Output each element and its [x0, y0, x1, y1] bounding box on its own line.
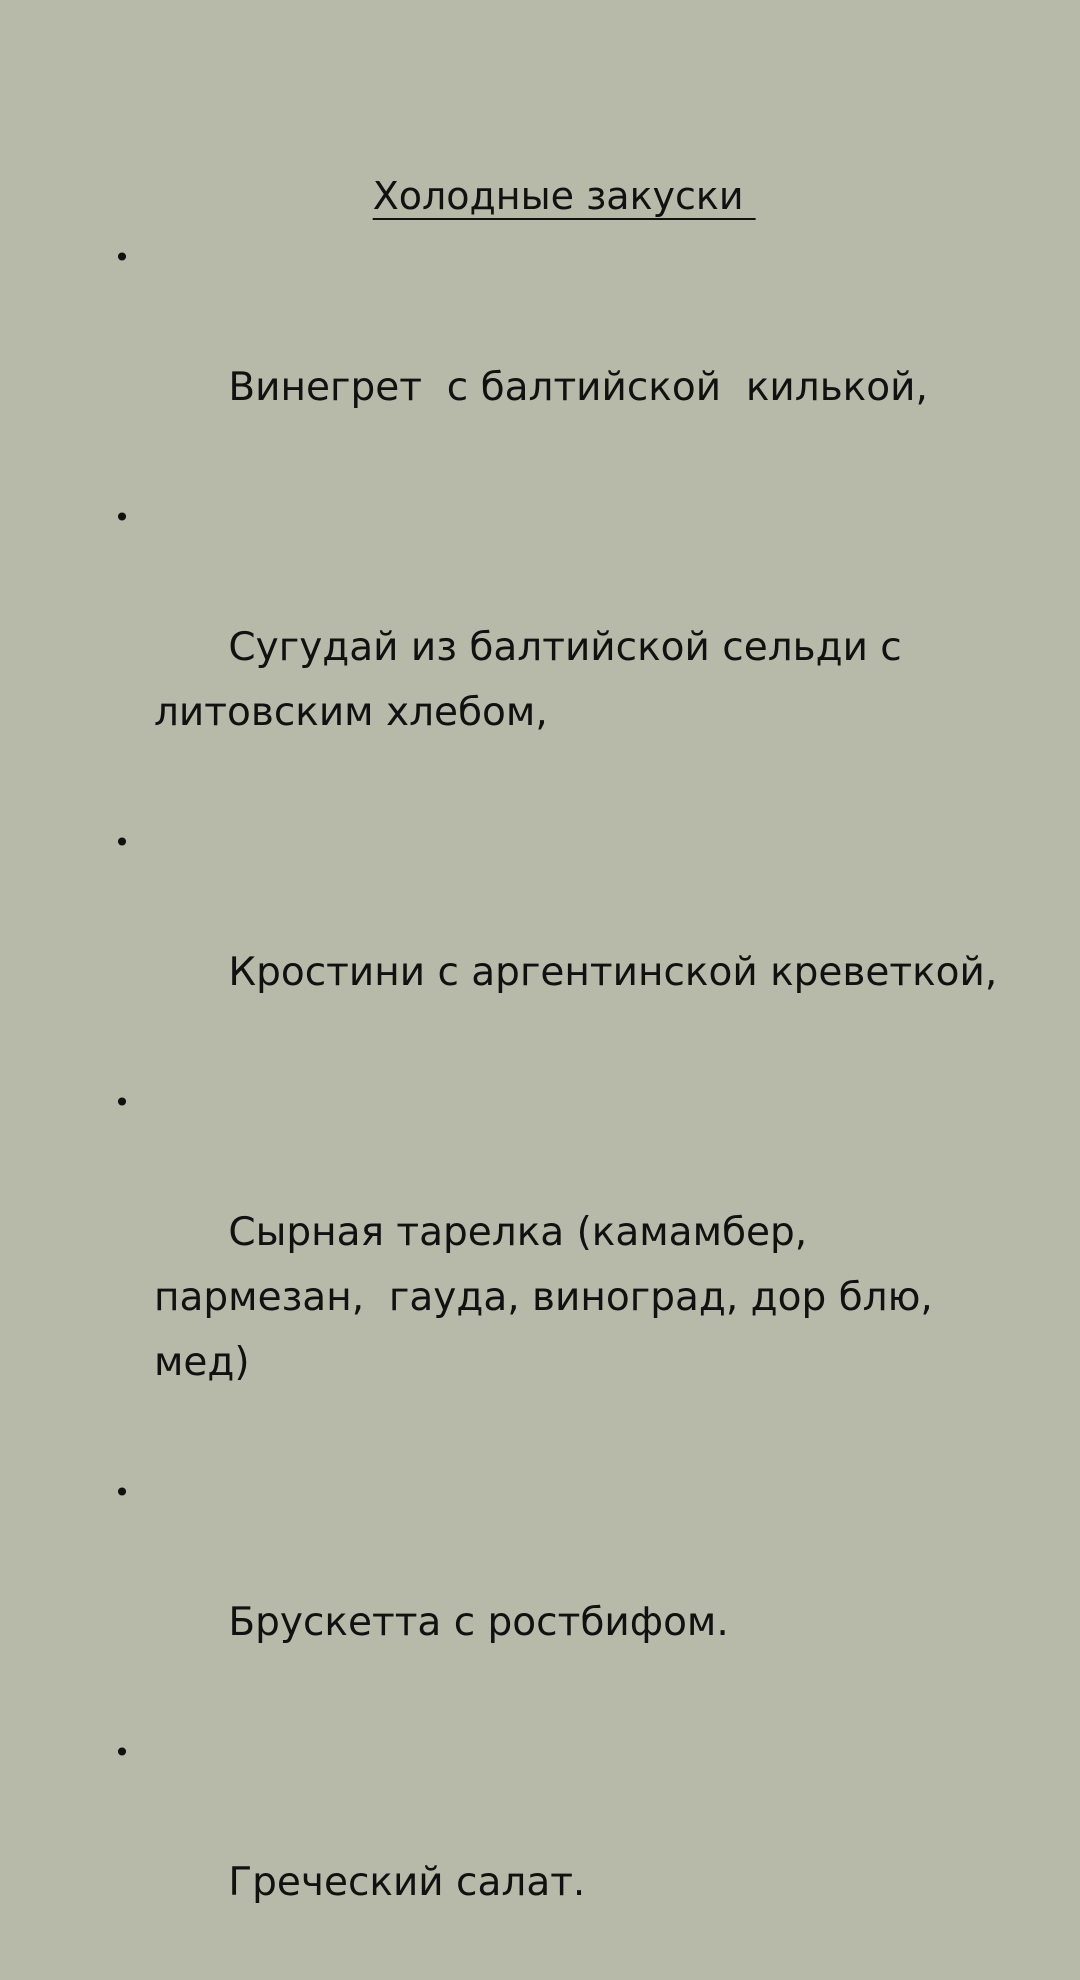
list-item-text: Винегрет с балтийской килькой, — [228, 365, 928, 410]
list-item-text: Греческий салат. — [228, 1860, 586, 1905]
list-item — [110, 1460, 1010, 1720]
menu-list — [110, 225, 1010, 1980]
bullet-dot-icon: • — [113, 826, 131, 859]
bullet-dot-icon: • — [113, 501, 131, 534]
list-item-text: Брускетта с ростбифом. — [228, 1600, 729, 1645]
list-item — [110, 810, 1010, 1070]
list-item-text: Сугудай из балтийской сельди с литовским хлебом, — [154, 625, 915, 735]
bullet-dot-icon: • — [113, 1086, 131, 1119]
bullet-dot-icon: • — [113, 241, 131, 274]
list-item-text: Кростини с аргентинской креветкой, — [228, 950, 998, 995]
list-item — [110, 225, 1010, 485]
bullet-dot-icon: • — [113, 1736, 131, 1769]
list-item — [110, 1720, 1010, 1980]
bullet-dot-icon: • — [113, 1476, 131, 1509]
page-title-text: Холодные закуски — [372, 174, 756, 218]
list-item — [110, 485, 1010, 810]
list-item-text: Сырная тарелка (камамбер, пармезан, гауда, виноград, дор блю, мед) — [154, 1210, 946, 1385]
list-item — [110, 1070, 1010, 1460]
